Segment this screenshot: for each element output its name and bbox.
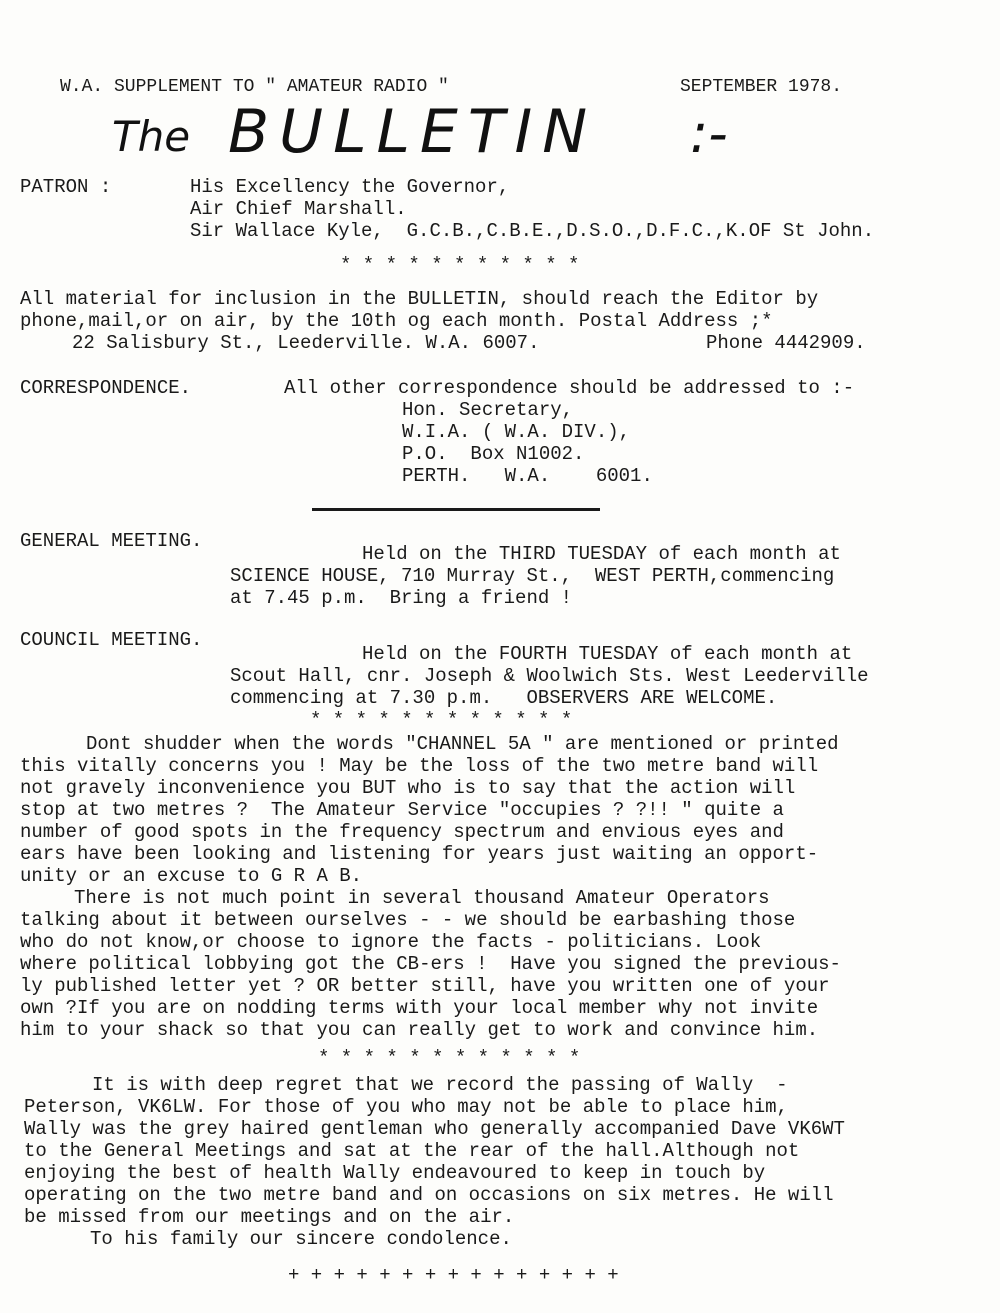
obituary-line: to the General Meetings and sat at the rear of the hall.Although not (24, 1140, 800, 1162)
council-meeting-line-1: Held on the FOURTH TUESDAY of each month at (362, 643, 853, 665)
council-meeting-line-3: commencing at 7.30 p.m. OBSERVERS ARE WELCOME. (230, 687, 778, 709)
council-meeting-label: COUNCIL MEETING. (20, 629, 203, 651)
masthead-the: The (112, 112, 191, 161)
general-meeting-line-2: SCIENCE HOUSE, 710 Murray St., WEST PERTH,commencing (230, 565, 835, 587)
obituary-line: Peterson, VK6LW. For those of you who may not be able to place him, (24, 1096, 788, 1118)
channel5a-line: who do not know,or choose to ignore the facts - politicians. Look (20, 931, 762, 953)
channel5a-line: talking about it between ourselves - - we should be earbashing those (20, 909, 796, 931)
divider-rule (312, 508, 600, 511)
patron-line-1: His Excellency the Governor, (190, 176, 510, 198)
submission-line-1: All material for inclusion in the BULLETIN, should reach the Editor by (20, 288, 819, 310)
channel5a-line: unity or an excuse to G R A B. (20, 865, 363, 887)
channel5a-line: this vitally concerns you ! May be the loss of the two metre band will (20, 755, 819, 777)
star-separator: * * * * * * * * * * * * (318, 1047, 581, 1069)
correspondence-text: All other correspondence should be addressed to :- (284, 377, 855, 399)
channel5a-line: ears have been looking and listening for years just waiting an opport- (20, 843, 819, 865)
postal-address: 22 Salisbury St., Leederville. W.A. 6007. (72, 332, 540, 354)
obituary-line: It is with deep regret that we record the passing of Wally - (92, 1074, 788, 1096)
cross-separator: + + + + + + + + + + + + + + + (288, 1264, 619, 1286)
channel5a-line: Dont shudder when the words "CHANNEL 5A " are mentioned or printed (86, 733, 839, 755)
secretary-address-4: PERTH. W.A. 6001. (402, 465, 653, 487)
obituary-line: be missed from our meetings and on the air. (24, 1206, 515, 1228)
masthead-suffix: :- (690, 102, 728, 165)
channel5a-line: not gravely inconvenience you BUT who is to say that the action will (20, 777, 796, 799)
general-meeting-line-1: Held on the THIRD TUESDAY of each month at (362, 543, 841, 565)
phone-number: Phone 4442909. (706, 332, 866, 354)
obituary-line: operating on the two metre band and on occasions on six metres. He will (24, 1184, 834, 1206)
obituary-line: Wally was the grey haired gentleman who generally accompanied Dave VK6WT (24, 1118, 845, 1140)
general-meeting-line-3: at 7.45 p.m. Bring a friend ! (230, 587, 573, 609)
issue-date: SEPTEMBER 1978. (680, 77, 843, 97)
star-separator: * * * * * * * * * * * (340, 254, 580, 276)
correspondence-label: CORRESPONDENCE. (20, 377, 192, 399)
channel5a-line: where political lobbying got the CB-ers ! Have you signed the previous- (20, 953, 841, 975)
secretary-address-3: P.O. Box N1002. (402, 443, 585, 465)
secretary-address-1: Hon. Secretary, (402, 399, 574, 421)
condolence-line: To his family our sincere condolence. (90, 1228, 512, 1250)
supplement-title: W.A. SUPPLEMENT TO " AMATEUR RADIO " (60, 77, 449, 97)
general-meeting-label: GENERAL MEETING. (20, 530, 203, 552)
channel5a-line: him to your shack so that you can really get to work and convince him. (20, 1019, 819, 1041)
star-separator: * * * * * * * * * * * * (310, 709, 573, 731)
patron-line-2: Air Chief Marshall. (190, 198, 407, 220)
patron-label: PATRON : (20, 176, 112, 198)
channel5a-line: There is not much point in several thousand Amateur Operators (74, 887, 770, 909)
channel5a-line: number of good spots in the frequency spectrum and envious eyes and (20, 821, 784, 843)
obituary-line: enjoying the best of health Wally endeavoured to keep in touch by (24, 1162, 766, 1184)
masthead-bulletin: BULLETIN (228, 97, 598, 167)
channel5a-line: ly published letter yet ? OR better still, have you written one of your (20, 975, 830, 997)
secretary-address-2: W.I.A. ( W.A. DIV.), (402, 421, 631, 443)
channel5a-line: stop at two metres ? The Amateur Service "occupies ? ?!! " quite a (20, 799, 784, 821)
council-meeting-line-2: Scout Hall, cnr. Joseph & Woolwich Sts. West Leederville (230, 665, 869, 687)
patron-line-3: Sir Wallace Kyle, G.C.B.,C.B.E.,D.S.O.,D.F.C.,K.OF St John. (190, 220, 875, 242)
submission-line-2: phone,mail,or on air, by the 10th og each month. Postal Address ;* (20, 310, 773, 332)
channel5a-line: own ?If you are on nodding terms with your local member why not invite (20, 997, 819, 1019)
